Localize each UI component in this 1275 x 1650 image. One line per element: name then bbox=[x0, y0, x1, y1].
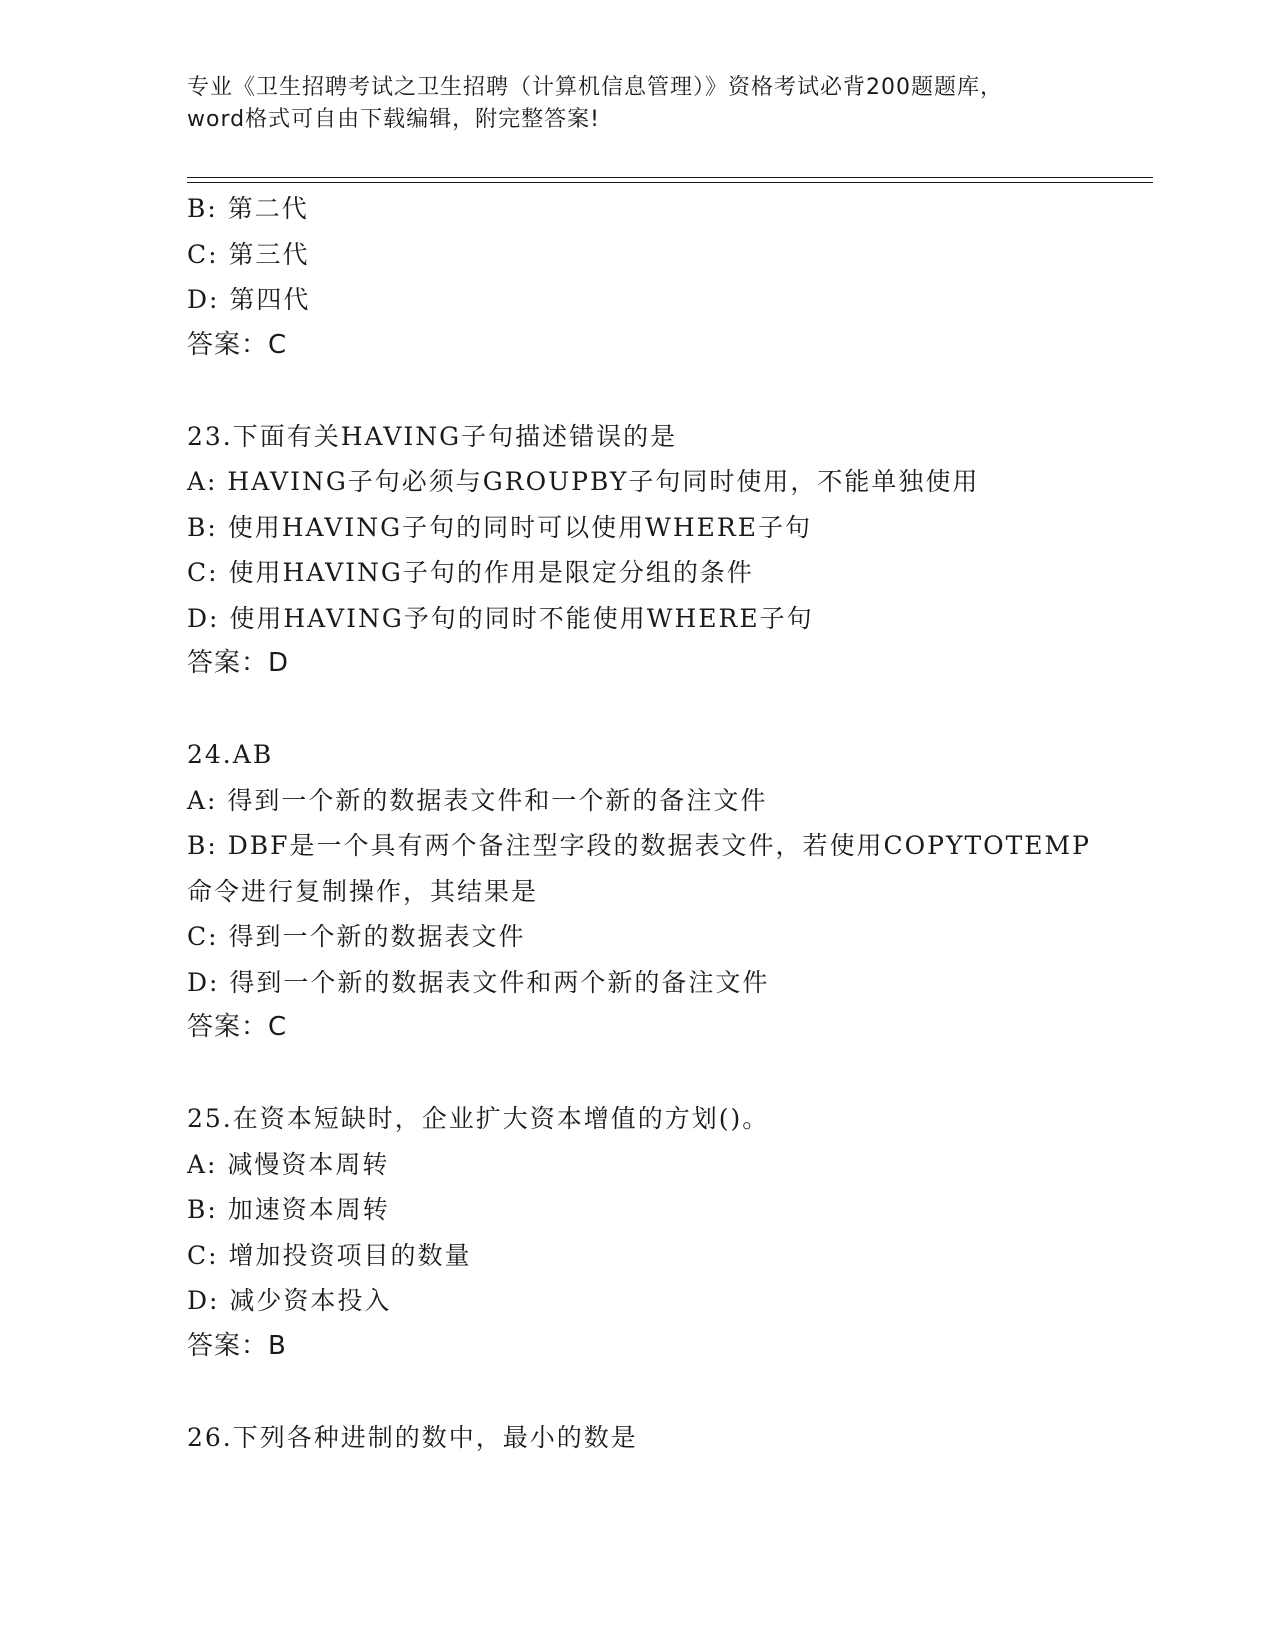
option-c: C: 使用HAVING子句的作用是限定分组的条件 bbox=[187, 558, 754, 587]
spacer bbox=[187, 368, 1147, 414]
question-24 bbox=[187, 732, 1147, 1051]
question-stem: 25.在资本短缺时，企业扩大资本增值的方划()。 bbox=[187, 1104, 770, 1133]
answer: 答案：B bbox=[187, 1330, 287, 1361]
option-b: B: 加速资本周转 bbox=[187, 1195, 390, 1224]
option-c: C: 第三代 bbox=[187, 239, 310, 269]
option-b: B: 第二代 bbox=[187, 194, 309, 223]
header-line-1: 专业《卫生招聘考试之卫生招聘（计算机信息管理）》资格考试必背200题题库， bbox=[187, 75, 1003, 100]
option-a: A: HAVING子句必须与GROUPBY子句同时使用，不能单独使用 bbox=[187, 467, 980, 496]
option-b-continued: 命令进行复制操作，其结果是 bbox=[187, 876, 539, 906]
question-25 bbox=[187, 1096, 1147, 1369]
option-c: C: 得到一个新的数据表文件 bbox=[187, 922, 526, 951]
option-d: D: 得到一个新的数据表文件和两个新的备注文件 bbox=[187, 967, 770, 997]
question-22 bbox=[187, 186, 1147, 368]
question-stem: 23.下面有关HAVING子句描述错误的是 bbox=[187, 421, 678, 451]
question-stem: 26.下列各种进制的数中，最小的数是 bbox=[187, 1422, 638, 1452]
answer: 答案：C bbox=[187, 329, 288, 360]
spacer bbox=[187, 687, 1147, 733]
option-c: C: 增加投资项目的数量 bbox=[187, 1240, 472, 1270]
answer: 答案：D bbox=[187, 648, 290, 678]
option-d: D: 第四代 bbox=[187, 285, 311, 314]
option-b: B: 使用HAVING子句的同时可以使用WHERE子句 bbox=[187, 512, 812, 542]
question-26 bbox=[187, 1415, 1147, 1461]
spacer bbox=[187, 1369, 1147, 1415]
document-header bbox=[187, 72, 1087, 136]
question-stem: 24.AB bbox=[187, 740, 274, 769]
question-list bbox=[187, 186, 1147, 1460]
header-divider-bottom bbox=[187, 182, 1153, 183]
header-divider-top bbox=[187, 177, 1153, 178]
option-a: A: 减慢资本周转 bbox=[187, 1149, 390, 1179]
answer: 答案：C bbox=[187, 1012, 288, 1042]
question-23 bbox=[187, 414, 1147, 687]
header-line-2: word格式可自由下载编辑，附完整答案! bbox=[187, 107, 600, 132]
option-d: D: 使用HAVING予句的同时不能使用WHERE子句 bbox=[187, 603, 814, 633]
option-a: A: 得到一个新的数据表文件和一个新的备注文件 bbox=[187, 785, 768, 815]
option-d: D: 减少资本投入 bbox=[187, 1286, 392, 1315]
option-b: B: DBF是一个具有两个备注型字段的数据表文件，若使用COPYTOTEMP bbox=[187, 831, 1091, 860]
spacer bbox=[187, 1051, 1147, 1097]
